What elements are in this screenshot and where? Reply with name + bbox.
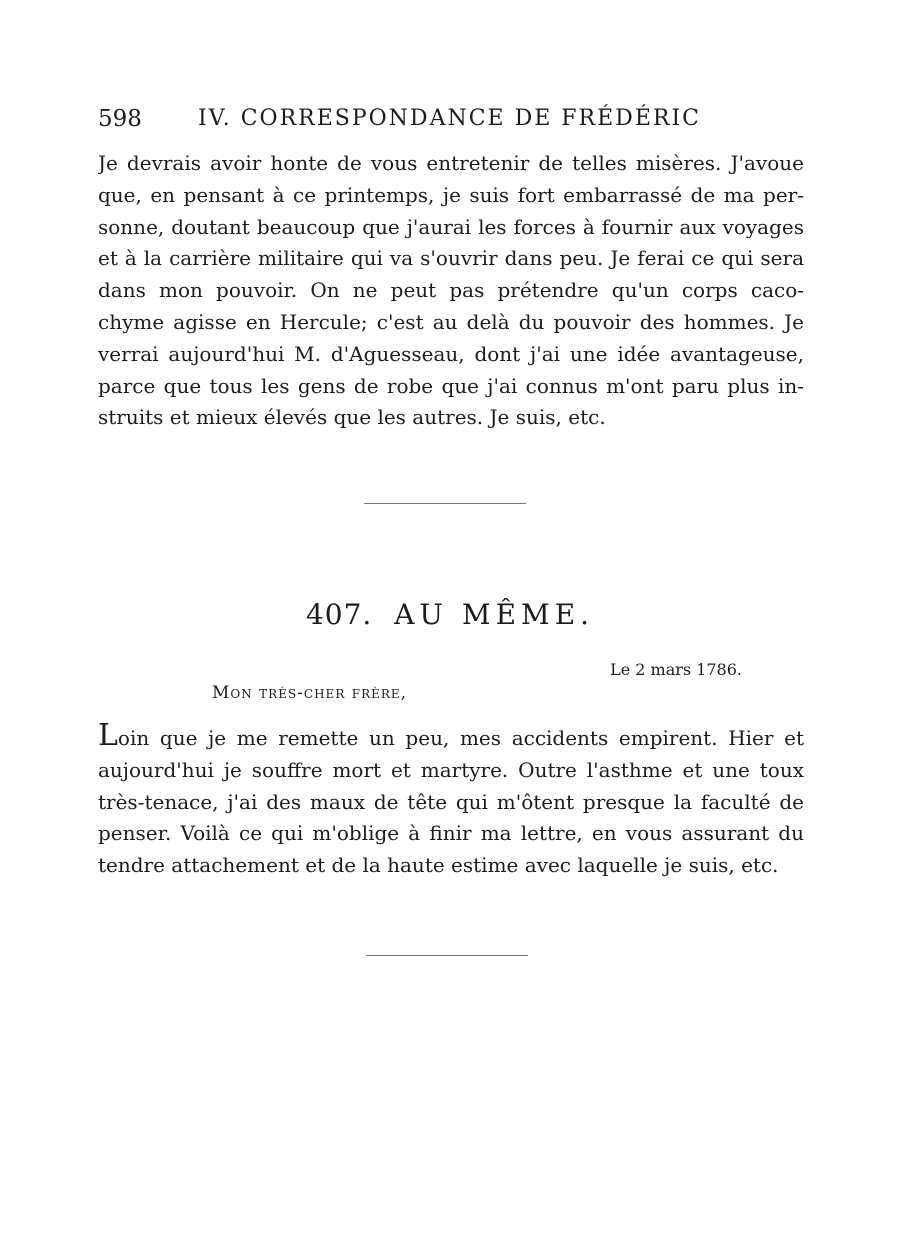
page-header (98, 106, 708, 140)
previous-letter-text (98, 148, 804, 434)
text-line: très-tenace, j'ai des maux de tête qui m'ôtent presque la faculté de (98, 789, 804, 814)
text-line: struits et mieux élevés que les autres. Je suis, etc. (98, 405, 606, 430)
text-line: chyme agisse en Hercule; c'est au delà du pouvoir des hommes. Je (98, 309, 804, 334)
text-line: Je devrais avoir honte de vous entretenir de telles misères. J'avoue (98, 151, 804, 175)
text-line: verrai aujourd'hui M. d'Aguesseau, dont j'ai une idée avantageuse, (98, 341, 804, 366)
letter-body (98, 723, 804, 882)
letter-heading (0, 598, 900, 631)
letter-title: AU MÊME. (394, 598, 595, 631)
letter-date: Le 2 mars 1786. (610, 660, 742, 679)
letter-number: 407. (305, 598, 373, 631)
page-number: 598 (98, 106, 142, 132)
first-line-text: oin que je me remette un peu, mes accidents empirent. Hier et (117, 726, 804, 750)
section-divider (366, 955, 528, 956)
text-line (98, 723, 804, 755)
text-line: et à la carrière militaire qui va s'ouvrir dans peu. Je ferai ce qui sera (98, 246, 804, 271)
running-head: IV. CORRESPONDANCE DE FRÉDÉRIC (198, 106, 701, 131)
text-line: que, en pensant à ce printemps, je suis fort embarrassé de ma per- (98, 182, 804, 207)
text-line: sonne, doutant beaucoup que j'aurai les forces à fournir aux voyages (98, 214, 804, 239)
text-line: tendre attachement et de la haute estime avec laquelle je suis, etc. (98, 853, 779, 878)
text-line: parce que tous les gens de robe que j'ai connus m'ont paru plus in- (98, 373, 804, 398)
text-line: aujourd'hui je souffre mort et martyre. Outre l'asthme et une toux (98, 757, 804, 782)
salutation: Mon très-cher frère, (212, 683, 408, 703)
drop-cap: L (98, 723, 118, 753)
text-line: dans mon pouvoir. On ne peut pas prétendre qu'un corps caco- (98, 278, 804, 303)
section-divider (364, 503, 526, 504)
text-line: penser. Voilà ce qui m'oblige à finir ma lettre, en vous assurant du (98, 821, 804, 846)
